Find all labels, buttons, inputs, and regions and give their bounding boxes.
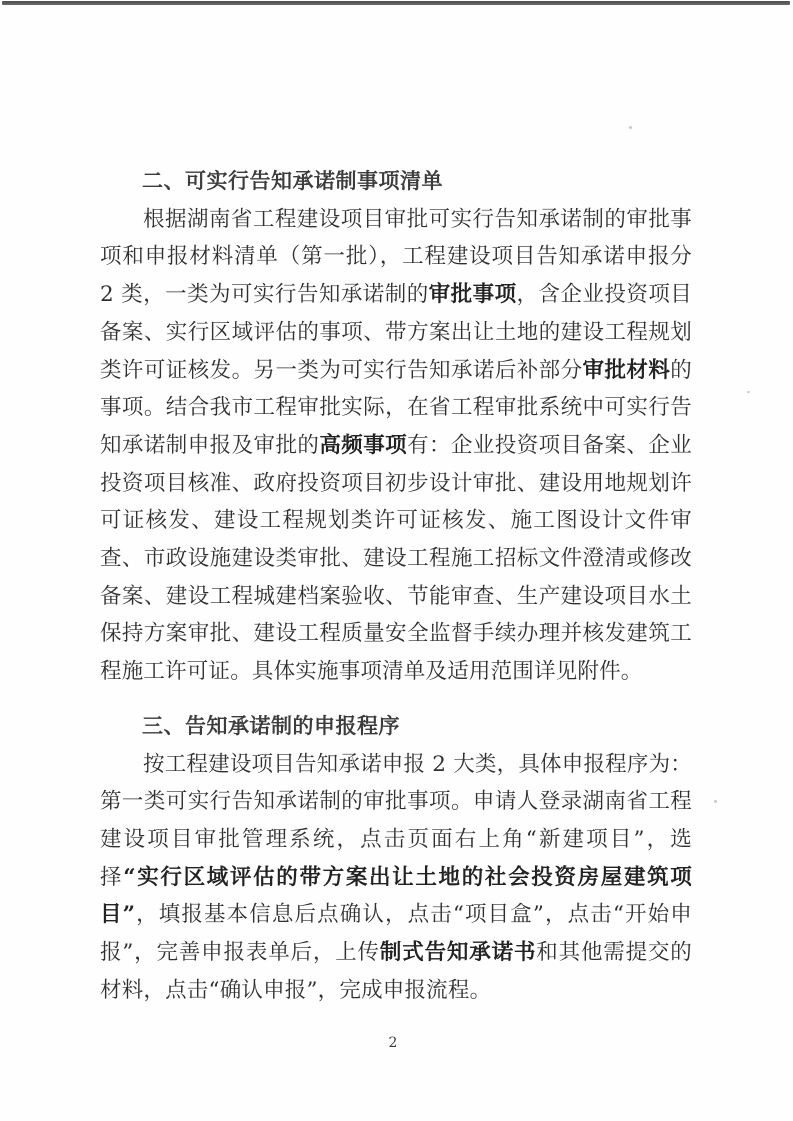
text-segment: 根据湖南省工程建设项目审批可实行告知承诺制的审批事项和申报材料清单（第一批），工程建设项目告知承诺申报分 2 类，一类为可实行告知承诺制的 [100,206,692,308]
text-segment: ，填报基本信息后点确认，点击“项目盒”，点击“开始申报”，完善申报表单后，上传 [100,902,692,966]
emphasized-text-segment: 制式告知承诺书 [379,940,537,966]
paragraph-approval-items [100,201,692,691]
scanner-edge-artifact [2,1,790,5]
emphasized-text-segment: “实行区域评估的带方案出让土地的社会投资房屋建筑项目” [100,864,693,928]
emphasized-text-segment: 高频事项 [319,432,408,458]
text-segment: 三、告知承诺制的申报程序 [142,713,400,738]
scan-speck [714,800,717,803]
section-heading-application-procedure [100,708,692,746]
paragraph-application-procedure [100,746,692,1010]
page-number: 2 [388,1035,398,1051]
text-segment: 的事项。结合我市工程审批实际，在省工程审批系统中可实行告知承诺制申报及审批的 [100,357,692,458]
section-heading-item-list [100,163,692,201]
text-segment: 有：企业投资项目备案、企业投资项目核准、政府投资项目初步设计审批、建设用地规划许可证核发、建设工程规划类许可证核发、施工图设计文件审查、市政设施建设类审批、建设工程施工招标文件澄清或修改备案、建设工程城建档案验收、节能审查、生产建设项目水土保持方案审批、建设工程质量安全监督手续办理并核发建筑工程施工许可证。具体实施事项清单及适用范围详见附件。 [100,432,692,685]
text-segment: 和其他需提交的材料，点击“确认申报”，完成申报流程。 [100,940,692,1003]
emphasized-text-segment: 审批材料 [582,357,671,383]
text-segment: ，含企业投资项目备案、实行区域评估的事项、带方案出让土地的建设工程规划类许可证核发。另一类为可实行告知承诺后补部分 [100,282,692,383]
document-body [100,163,692,1009]
scan-speck [629,126,632,129]
emphasized-text-segment: 审批事项 [428,282,517,308]
text-segment: 二、可实行告知承诺制事项清单 [142,169,443,193]
scan-speck [747,391,750,393]
text-segment: 按工程建设项目告知承诺申报 2 大类，具体申报程序为：第一类可实行告知承诺制的审批事项。申请人登录湖南省工程建设项目审批管理系统，点击页面右上角“新建项目”，选择 [100,751,692,890]
